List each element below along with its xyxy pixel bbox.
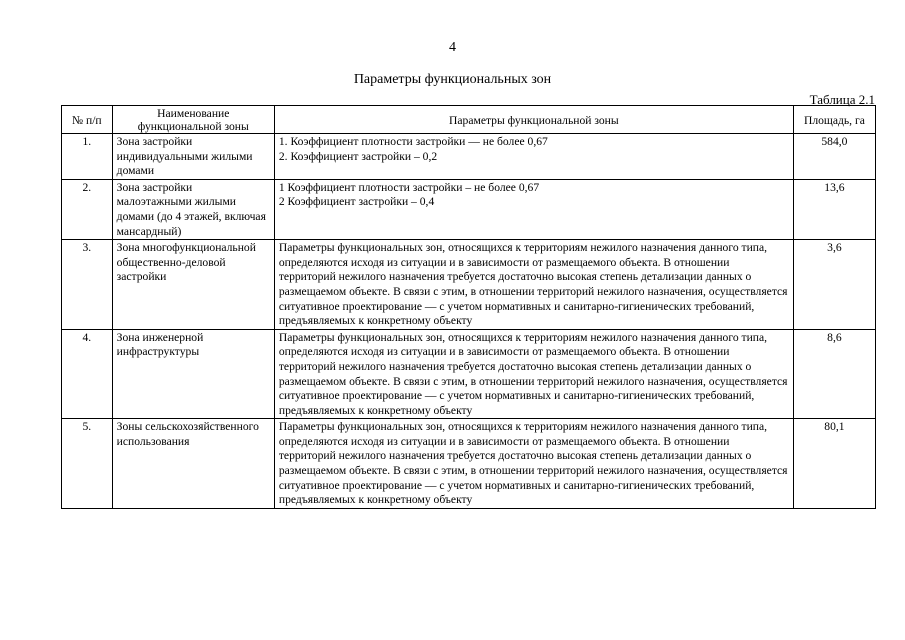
table-body — [62, 134, 876, 509]
parameter-line: 1. Коэффициент плотности застройки — не более 0,67 — [278, 135, 548, 148]
table-row — [62, 179, 876, 239]
parameter-line: 2. Коэффициент застройки – 0,2 — [278, 149, 438, 163]
zone-parameters — [274, 419, 793, 509]
zone-name: Зона инженерной инфраструктуры — [112, 329, 274, 419]
zone-name: Зона застройки малоэтажными жилыми домами (до 4 этажей, включая мансардный) — [112, 179, 274, 239]
zone-name: Зона застройки индивидуальными жилыми домами — [112, 134, 274, 180]
row-number: 5. — [62, 419, 113, 509]
row-number: 4. — [62, 329, 113, 419]
page-number: 4 — [449, 40, 456, 55]
zone-area: 3,6 — [793, 240, 875, 330]
row-number: 3. — [62, 240, 113, 330]
header-num: № п/п — [62, 106, 113, 134]
row-number: 2. — [62, 179, 113, 239]
parameter-line: 2 Коэффициент застройки – 0,4 — [278, 195, 435, 209]
zone-parameters — [274, 134, 793, 180]
table-label: Таблица 2.1 — [809, 92, 875, 107]
parameter-line: Параметры функциональных зон, относящихся к территориям нежилого назначения данного типа, определяются исходя из ситуации и в зависимости от размещаемого объекта. В отношении территорий нежилого назначения требуется достаточно высокая степень детализации данных о размещаемом объекте. В связи с этим, в отношении территорий нежилого назначения, осуществляется ситуативное проектирование — с учетом нормативных и санитарно-гигиенических требований, предъявляемых к конкретному объекту — [278, 420, 788, 507]
zone-area: 13,6 — [793, 179, 875, 239]
parameter-line: Параметры функциональных зон, относящихся к территориям нежилого назначения данного типа, определяются исходя из ситуации и в зависимости от размещаемого объекта. В отношении территорий нежилого назначения требуется достаточно высокая степень детализации данных о размещаемом объекте. В связи с этим, в отношении территорий нежилого назначения, осуществляется ситуативное проектирование — с учетом нормативных и санитарно-гигиенических требований, предъявляемых к конкретному объекту — [278, 330, 788, 417]
table-row — [62, 240, 876, 330]
table-header-row — [62, 106, 876, 134]
zone-parameters — [274, 329, 793, 419]
parameter-line: 1 Коэффициент плотности застройки – не более 0,67 — [278, 180, 540, 194]
row-number: 1. — [62, 134, 113, 180]
table-row — [62, 329, 876, 419]
zones-table — [61, 105, 876, 509]
zone-name: Зоны сельскохозяйственного использования — [112, 419, 274, 509]
header-name: Наименование функциональной зоны — [112, 106, 274, 134]
header-area: Площадь, га — [793, 106, 875, 134]
zone-area: 80,1 — [793, 419, 875, 509]
zone-area: 8,6 — [793, 329, 875, 419]
parameter-line: Параметры функциональных зон, относящихся к территориям нежилого назначения данного типа, определяются исходя из ситуации и в зависимости от размещаемого объекта. В отношении территорий нежилого назначения требуется достаточно высокая степень детализации данных о размещаемом объекте. В связи с этим, в отношении территорий нежилого назначения, осуществляется ситуативное проектирование — с учетом нормативных и санитарно-гигиенических требований, предъявляемых к конкретному объекту — [278, 241, 788, 328]
zone-parameters — [274, 240, 793, 330]
zone-parameters — [274, 179, 793, 239]
table-row — [62, 134, 876, 180]
table-row — [62, 419, 876, 509]
page-title: Параметры функциональных зон — [353, 72, 552, 87]
header-params: Параметры функциональной зоны — [274, 106, 793, 134]
zone-name: Зона многофункциональной общественно-деловой застройки — [112, 240, 274, 330]
zone-area: 584,0 — [793, 134, 875, 180]
